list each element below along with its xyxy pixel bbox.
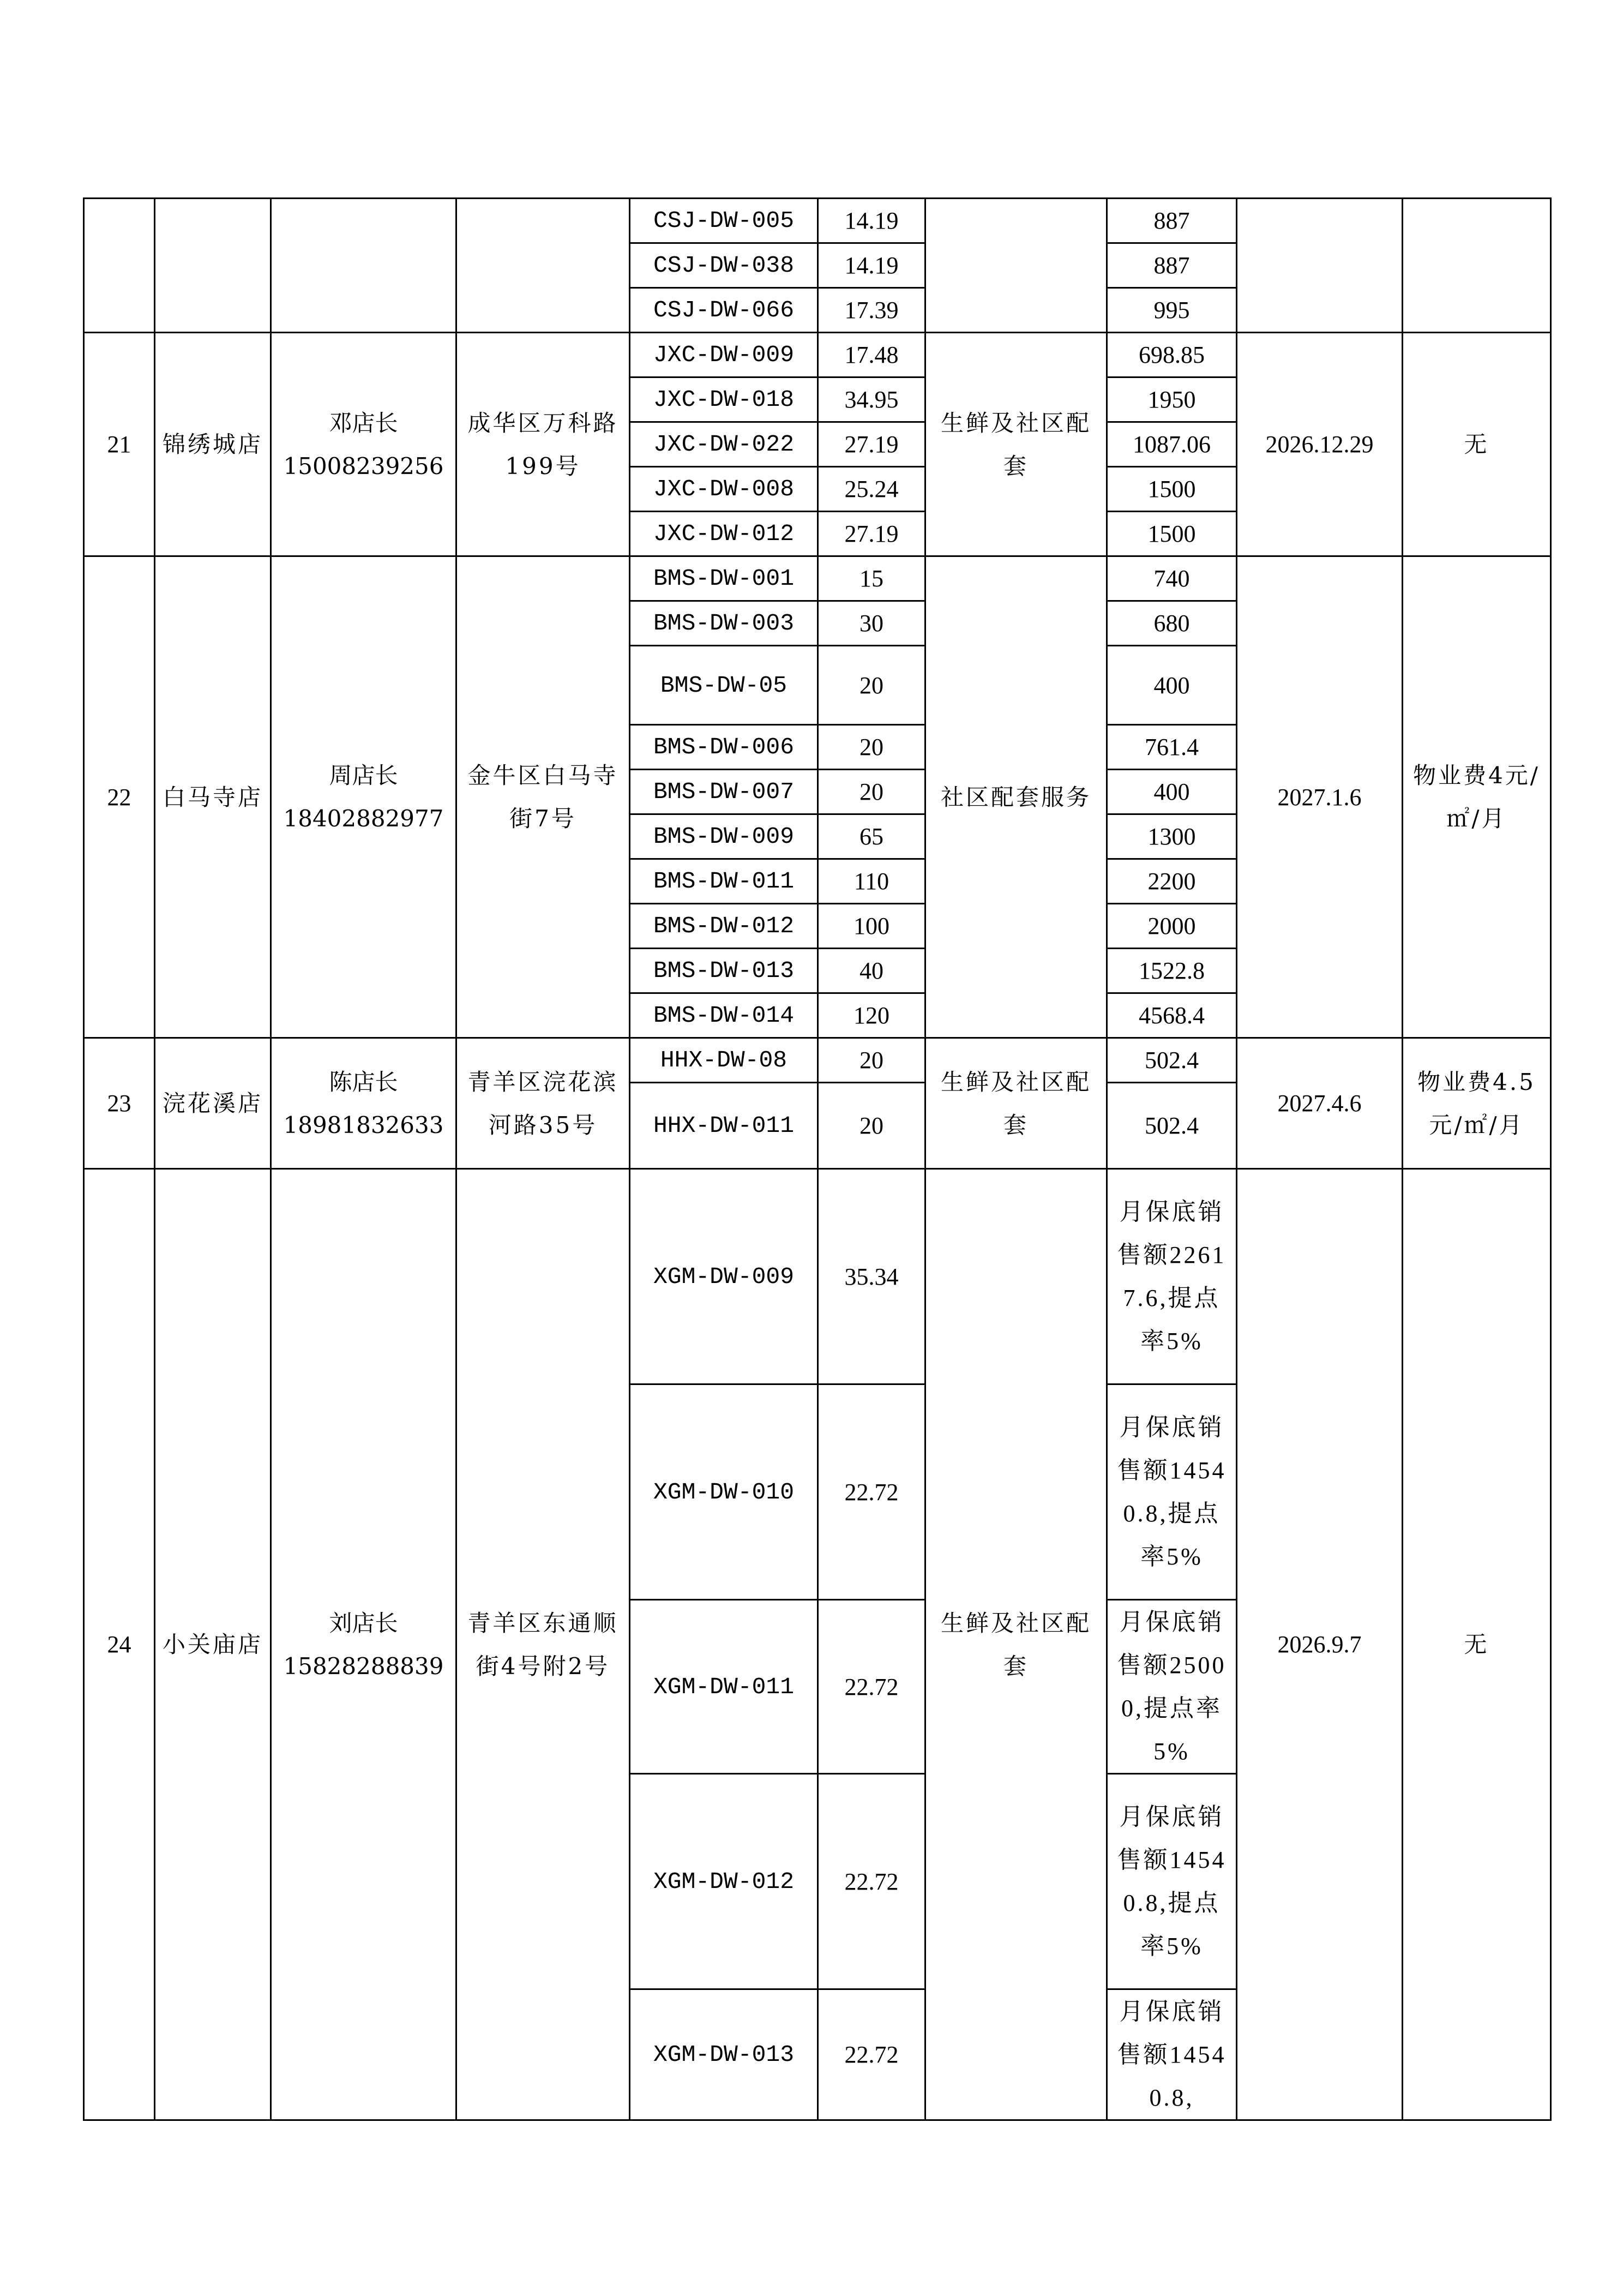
- unit-rent: 月保底销售额14540.8,提点率5%: [1107, 1384, 1237, 1600]
- store-contact: [271, 556, 456, 1038]
- unit-code: BMS-DW-011: [630, 859, 818, 904]
- store-name: 小关庙店: [155, 1169, 271, 2120]
- unit-code: XGM-DW-009: [630, 1169, 818, 1384]
- unit-rent: 400: [1107, 646, 1237, 725]
- unit-rent: 月保底销售额14540.8,: [1107, 1989, 1237, 2120]
- unit-code: HHX-DW-08: [630, 1038, 818, 1083]
- unit-area: 20: [818, 1038, 925, 1083]
- unit-code: JXC-DW-012: [630, 512, 818, 556]
- manager-name: 陈店长: [329, 1068, 398, 1095]
- store-address: 成华区万科路199号: [456, 333, 630, 556]
- unit-area: 25.24: [818, 467, 925, 512]
- store-address: 青羊区浣花滨河路35号: [456, 1038, 630, 1169]
- unit-area: 120: [818, 993, 925, 1038]
- unit-code: XGM-DW-012: [630, 1774, 818, 1989]
- unit-rent: 680: [1107, 601, 1237, 646]
- unit-rent: 995: [1107, 288, 1237, 333]
- unit-rent: 502.4: [1107, 1038, 1237, 1083]
- unit-area: 20: [818, 646, 925, 725]
- unit-code: JXC-DW-008: [630, 467, 818, 512]
- unit-code: CSJ-DW-005: [630, 199, 818, 243]
- store-use: 生鲜及社区配套: [925, 1038, 1107, 1169]
- store-no: 24: [84, 1169, 155, 2120]
- unit-area: 20: [818, 770, 925, 814]
- unit-code: CSJ-DW-038: [630, 243, 818, 288]
- cell-name: [155, 199, 271, 333]
- unit-code: BMS-DW-006: [630, 725, 818, 770]
- unit-rent: 887: [1107, 199, 1237, 243]
- unit-rent: 1522.8: [1107, 949, 1237, 993]
- cell-contact: [271, 199, 456, 333]
- unit-code: BMS-DW-014: [630, 993, 818, 1038]
- store-contact: [271, 1169, 456, 2120]
- unit-area: 100: [818, 904, 925, 949]
- unit-rent: 887: [1107, 243, 1237, 288]
- unit-area: 20: [818, 1083, 925, 1169]
- unit-rent: 502.4: [1107, 1083, 1237, 1169]
- unit-rent: 4568.4: [1107, 993, 1237, 1038]
- unit-area: 14.19: [818, 243, 925, 288]
- store-use: 社区配套服务: [925, 556, 1107, 1038]
- unit-area: 22.72: [818, 1989, 925, 2120]
- unit-rent: 月保底销售额25000,提点率5%: [1107, 1600, 1237, 1774]
- unit-rent: 2200: [1107, 859, 1237, 904]
- unit-rent: 月保底销售额14540.8,提点率5%: [1107, 1774, 1237, 1989]
- unit-rent: 400: [1107, 770, 1237, 814]
- store-contact: [271, 333, 456, 556]
- store-name: 浣花溪店: [155, 1038, 271, 1169]
- unit-rent: 1300: [1107, 814, 1237, 859]
- unit-code: JXC-DW-018: [630, 377, 818, 422]
- store-expiry: 2027.4.6: [1237, 1038, 1403, 1169]
- unit-area: 27.19: [818, 422, 925, 467]
- manager-phone: 18981832633: [283, 1111, 444, 1138]
- store-no: 21: [84, 333, 155, 556]
- store-no: 22: [84, 556, 155, 1038]
- unit-area: 34.95: [818, 377, 925, 422]
- store-address: 金牛区白马寺街7号: [456, 556, 630, 1038]
- store-name: 白马寺店: [155, 556, 271, 1038]
- unit-code: XGM-DW-010: [630, 1384, 818, 1600]
- manager-phone: 15008239256: [283, 452, 444, 479]
- unit-code: BMS-DW-009: [630, 814, 818, 859]
- unit-rent: 1500: [1107, 467, 1237, 512]
- unit-rent: 761.4: [1107, 725, 1237, 770]
- unit-code: XGM-DW-011: [630, 1600, 818, 1774]
- unit-area: 14.19: [818, 199, 925, 243]
- table-row: [84, 333, 1551, 377]
- unit-area: 110: [818, 859, 925, 904]
- unit-rent: 1950: [1107, 377, 1237, 422]
- unit-code: BMS-DW-007: [630, 770, 818, 814]
- unit-code: JXC-DW-009: [630, 333, 818, 377]
- store-no: 23: [84, 1038, 155, 1169]
- store-use: 生鲜及社区配套: [925, 333, 1107, 556]
- store-fee: 无: [1403, 333, 1551, 556]
- unit-code: BMS-DW-012: [630, 904, 818, 949]
- table-row: [84, 1169, 1551, 1384]
- manager-name: 邓店长: [329, 409, 398, 436]
- unit-code: BMS-DW-001: [630, 556, 818, 601]
- cell-fee: [1403, 199, 1551, 333]
- unit-rent: 1087.06: [1107, 422, 1237, 467]
- store-expiry: 2027.1.6: [1237, 556, 1403, 1038]
- store-fee: 物业费4元/㎡/月: [1403, 556, 1551, 1038]
- unit-area: 27.19: [818, 512, 925, 556]
- unit-rent: 月保底销售额22617.6,提点率5%: [1107, 1169, 1237, 1384]
- table-row: [84, 556, 1551, 601]
- cell-use: [925, 199, 1107, 333]
- store-lease-table: [83, 197, 1552, 2121]
- store-name: 锦绣城店: [155, 333, 271, 556]
- unit-code: CSJ-DW-066: [630, 288, 818, 333]
- unit-area: 15: [818, 556, 925, 601]
- manager-phone: 15828288839: [283, 1652, 444, 1680]
- manager-name: 刘店长: [329, 1609, 398, 1636]
- store-expiry: 2026.9.7: [1237, 1169, 1403, 2120]
- unit-code: BMS-DW-003: [630, 601, 818, 646]
- unit-area: 30: [818, 601, 925, 646]
- unit-area: 20: [818, 725, 925, 770]
- store-contact: [271, 1038, 456, 1169]
- unit-area: 65: [818, 814, 925, 859]
- unit-code: BMS-DW-05: [630, 646, 818, 725]
- unit-rent: 698.85: [1107, 333, 1237, 377]
- unit-area: 35.34: [818, 1169, 925, 1384]
- unit-area: 22.72: [818, 1600, 925, 1774]
- unit-area: 40: [818, 949, 925, 993]
- unit-rent: 1500: [1107, 512, 1237, 556]
- store-expiry: 2026.12.29: [1237, 333, 1403, 556]
- unit-area: 22.72: [818, 1774, 925, 1989]
- manager-phone: 18402882977: [283, 805, 444, 832]
- unit-rent: 2000: [1107, 904, 1237, 949]
- unit-area: 17.39: [818, 288, 925, 333]
- store-address: 青羊区东通顺街4号附2号: [456, 1169, 630, 2120]
- table-row: [84, 199, 1551, 243]
- unit-area: 22.72: [818, 1384, 925, 1600]
- unit-code: JXC-DW-022: [630, 422, 818, 467]
- unit-rent: 740: [1107, 556, 1237, 601]
- unit-code: HHX-DW-011: [630, 1083, 818, 1169]
- store-fee: 无: [1403, 1169, 1551, 2120]
- unit-code: XGM-DW-013: [630, 1989, 818, 2120]
- unit-area: 17.48: [818, 333, 925, 377]
- store-fee: 物业费4.5元/㎡/月: [1403, 1038, 1551, 1169]
- cell-expiry: [1237, 199, 1403, 333]
- unit-code: BMS-DW-013: [630, 949, 818, 993]
- store-use: 生鲜及社区配套: [925, 1169, 1107, 2120]
- cell-address: [456, 199, 630, 333]
- cell-no: [84, 199, 155, 333]
- manager-name: 周店长: [329, 762, 398, 789]
- table-row: [84, 1038, 1551, 1083]
